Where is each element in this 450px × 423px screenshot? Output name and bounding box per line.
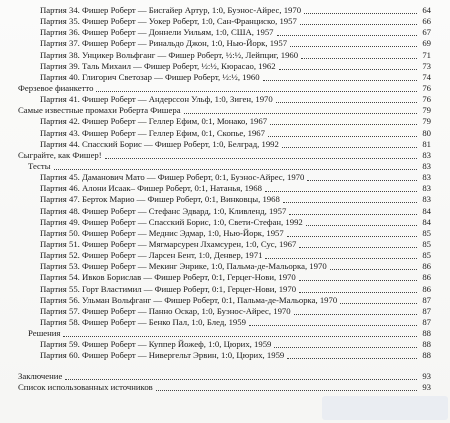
dot-leader xyxy=(299,279,417,281)
toc-entry-title: Решения xyxy=(28,328,61,339)
dot-leader xyxy=(283,201,417,203)
toc-page-number: 73 xyxy=(422,60,431,71)
dot-leader xyxy=(268,135,417,137)
toc-game-entry[interactable] xyxy=(18,194,431,205)
dot-leader xyxy=(265,190,417,192)
toc-page-number: 76 xyxy=(422,94,431,105)
toc-game-entry[interactable] xyxy=(18,72,431,83)
toc-game-entry[interactable] xyxy=(18,239,431,250)
dot-leader xyxy=(270,123,417,125)
dot-leader xyxy=(294,313,417,315)
toc-entry-title: Партия 49. Фишер Роберт — Спасский Борис, 1:0, Свети-Стефан, 1992 xyxy=(40,216,303,227)
dot-leader xyxy=(277,34,417,36)
toc-section-entry[interactable] xyxy=(18,371,431,382)
dot-leader xyxy=(105,157,417,159)
toc-game-entry[interactable] xyxy=(18,128,431,139)
toc-page-number: 76 xyxy=(422,82,431,93)
dot-leader xyxy=(306,224,417,226)
dot-leader xyxy=(330,268,417,270)
toc-page-number: 86 xyxy=(422,283,431,294)
toc-game-entry[interactable] xyxy=(18,38,431,49)
toc-page-number: 74 xyxy=(422,71,431,82)
toc-page-number: 83 xyxy=(422,183,431,194)
dot-leader xyxy=(263,79,417,81)
dot-leader xyxy=(63,335,417,337)
toc-entry-title: Партия 37. Фишер Роберт — Ринальдо Джон, 1:0, Нью-Йорк, 1957 xyxy=(40,38,288,49)
toc-entry-title: Партия 44. Спасский Борис — Фишер Роберт, 1:0, Белград, 1992 xyxy=(40,138,279,149)
toc-entry-title: Ферзевое фианкетто xyxy=(18,82,94,93)
toc-entry-title: Партия 57. Фишер Роберт — Панно Оскар, 1:0, Буэнос-Айрес, 1970 xyxy=(40,305,291,316)
toc-game-entry[interactable] xyxy=(18,339,431,350)
toc-page-number: 86 xyxy=(422,272,431,283)
toc-page-number: 83 xyxy=(422,172,431,183)
toc-page-number: 83 xyxy=(422,194,431,205)
dot-leader xyxy=(287,235,417,237)
table-of-contents xyxy=(18,5,431,393)
toc-entry-title: Заключение xyxy=(18,370,63,381)
toc-entry-title: Партия 35. Фишер Роберт — Уокер Роберт, 1:0, Сан-Франциско, 1957 xyxy=(40,16,297,27)
toc-page-number: 85 xyxy=(422,227,431,238)
toc-game-entry[interactable] xyxy=(18,272,431,283)
toc-page-number: 81 xyxy=(422,138,431,149)
dot-leader xyxy=(287,357,417,359)
dot-leader xyxy=(300,23,417,25)
dot-leader xyxy=(96,90,417,92)
section-gap xyxy=(18,362,431,371)
toc-entry-title: Партия 47. Берток Марио — Фишер Роберт, 0:1, Винковцы, 1968 xyxy=(40,194,280,205)
toc-section-entry[interactable] xyxy=(18,105,431,116)
toc-page-number: 84 xyxy=(422,216,431,227)
toc-game-entry[interactable] xyxy=(18,350,431,361)
toc-game-entry[interactable] xyxy=(18,5,431,16)
dot-leader xyxy=(276,101,417,103)
dot-leader xyxy=(301,57,417,59)
toc-page-number: 87 xyxy=(422,294,431,305)
toc-game-entry[interactable] xyxy=(18,183,431,194)
toc-page-number: 85 xyxy=(422,238,431,249)
toc-game-entry[interactable] xyxy=(18,228,431,239)
dot-leader xyxy=(249,324,417,326)
dot-leader xyxy=(274,346,417,348)
dot-leader xyxy=(184,112,417,114)
toc-page-number: 83 xyxy=(422,149,431,160)
toc-entry-title: Сыграйте, как Фишер! xyxy=(18,149,102,160)
toc-page-number: 80 xyxy=(422,127,431,138)
toc-game-entry[interactable] xyxy=(18,139,431,150)
toc-game-entry[interactable] xyxy=(18,116,431,127)
toc-game-entry[interactable] xyxy=(18,172,431,183)
toc-game-entry[interactable] xyxy=(18,61,431,72)
toc-page-number: 93 xyxy=(422,381,431,392)
toc-page-number: 86 xyxy=(422,261,431,272)
toc-page-number: 84 xyxy=(422,205,431,216)
toc-entry-title: Список использованных источников xyxy=(18,381,153,392)
toc-section-entry[interactable] xyxy=(18,328,431,339)
toc-page-number: 69 xyxy=(422,38,431,49)
toc-entry-title: Тесты xyxy=(28,160,51,171)
toc-game-entry[interactable] xyxy=(18,261,431,272)
toc-game-entry[interactable] xyxy=(18,284,431,295)
toc-page-number: 88 xyxy=(422,339,431,350)
toc-page-number: 67 xyxy=(422,27,431,38)
toc-game-entry[interactable] xyxy=(18,94,431,105)
toc-entry-title: Партия 39. Таль Михаил — Фишер Роберт, ½:½, Кюрасао, 1962 xyxy=(40,60,276,71)
toc-entry-title: Партия 51. Фишер Роберт — Мягмарсурен Лхамсурен, 1:0, Сус, 1967 xyxy=(40,238,297,249)
toc-entry-title: Партия 55. Горт Властимил — Фишер Роберт, 0:1, Герцег-Нови, 1970 xyxy=(40,283,297,294)
toc-game-entry[interactable] xyxy=(18,50,431,61)
toc-page-number: 87 xyxy=(422,316,431,327)
toc-entry-title: Партия 53. Фишер Роберт — Мекинг Энрике, 1:0, Пальма-де-Мальорка, 1970 xyxy=(40,261,327,272)
toc-entry-title: Партия 48. Фишер Роберт — Стефанс Эдвард, 1:0, Кливленд, 1957 xyxy=(40,205,287,216)
toc-entry-title: Партия 56. Ульман Вольфганг — Фишер Роберт, 0:1, Пальма-де-Мальорка, 1970 xyxy=(40,294,338,305)
toc-entry-title: Партия 43. Фишер Роберт — Геллер Ефим, 0:1, Скопье, 1967 xyxy=(40,127,265,138)
toc-page-number: 83 xyxy=(422,160,431,171)
toc-entry-title: Партия 50. Фишер Роберт — Меднис Эдмар, 1:0, Нью-Йорк, 1957 xyxy=(40,227,284,238)
toc-page-number: 88 xyxy=(422,328,431,339)
toc-entry-title: Партия 45. Даманович Мато — Фишер Роберт, 0:1, Буэнос-Айрес, 1970 xyxy=(40,172,305,183)
toc-game-entry[interactable] xyxy=(18,295,431,306)
toc-entry-title: Партия 42. Фишер Роберт — Геллер Ефим, 0:1, Монако, 1967 xyxy=(40,116,268,127)
toc-entry-title: Партия 52. Фишер Роберт — Ларсен Бент, 1:0, Денвер, 1971 xyxy=(40,250,263,261)
toc-game-entry[interactable] xyxy=(18,317,431,328)
toc-game-entry[interactable] xyxy=(18,250,431,261)
toc-page-number: 66 xyxy=(422,16,431,27)
toc-entry-title: Партия 40. Глигорич Светозар — Фишер Роберт, ½:½, 1960 xyxy=(40,71,260,82)
toc-page-number: 79 xyxy=(422,105,431,116)
toc-entry-title: Партия 36. Фишер Роберт — Доннели Уильям, 1:0, США, 1957 xyxy=(40,27,274,38)
dot-leader xyxy=(279,68,417,70)
toc-entry-title: Партия 38. Унцикер Вольфганг — Фишер Роберт, ½:½, Лейпциг, 1960 xyxy=(40,49,299,60)
toc-game-entry[interactable] xyxy=(18,217,431,228)
dot-leader xyxy=(307,179,417,181)
dot-leader xyxy=(299,246,417,248)
dot-leader xyxy=(290,45,417,47)
watermark-stamp xyxy=(320,392,450,423)
dot-leader xyxy=(304,12,417,14)
dot-leader xyxy=(289,213,417,215)
dot-leader xyxy=(156,389,417,391)
toc-page-number: 93 xyxy=(422,370,431,381)
dot-leader xyxy=(299,291,417,293)
toc-game-entry[interactable] xyxy=(18,27,431,38)
toc-entry-title: Партия 54. Ивков Борислав — Фишер Роберт, 0:1, Герцег-Нови, 1970 xyxy=(40,272,296,283)
toc-entry-title: Партия 41. Фишер Роберт — Андерссон Ульф, 1:0, Зиген, 1970 xyxy=(40,94,273,105)
toc-page-number: 85 xyxy=(422,250,431,261)
dot-leader xyxy=(65,378,417,380)
dot-leader xyxy=(54,168,417,170)
dot-leader xyxy=(265,257,417,259)
toc-section-entry[interactable] xyxy=(18,161,431,172)
toc-game-entry[interactable] xyxy=(18,16,431,27)
toc-page-number: 64 xyxy=(422,5,431,15)
dot-leader xyxy=(282,146,417,148)
toc-page-number: 71 xyxy=(422,49,431,60)
toc-section-entry[interactable] xyxy=(18,150,431,161)
toc-page-number: 79 xyxy=(422,116,431,127)
dot-leader xyxy=(340,302,417,304)
toc-section-entry[interactable] xyxy=(18,83,431,94)
toc-entry-title: Партия 34. Фишер Роберт — Бисгайер Артур, 1:0, Буэнос-Айрес, 1970 xyxy=(40,5,302,15)
toc-entry-title: Партия 58. Фишер Роберт — Бенко Пал, 1:0, Блед, 1959 xyxy=(40,316,246,327)
toc-game-entry[interactable] xyxy=(18,306,431,317)
toc-page-number: 87 xyxy=(422,305,431,316)
toc-entry-title: Самые известные промахи Роберта Фишера xyxy=(18,105,181,116)
toc-game-entry[interactable] xyxy=(18,206,431,217)
toc-page-number: 88 xyxy=(422,350,431,361)
toc-entry-title: Партия 59. Фишер Роберт — Куппер Йожеф, 1:0, Цюрих, 1959 xyxy=(40,339,272,350)
toc-entry-title: Партия 46. Алони Исаак– Фишер Роберт, 0:1, Натанья, 1968 xyxy=(40,183,262,194)
toc-entry-title: Партия 60. Фишер Роберт — Нивергельт Эрвин, 1:0, Цюрих, 1959 xyxy=(40,350,285,361)
